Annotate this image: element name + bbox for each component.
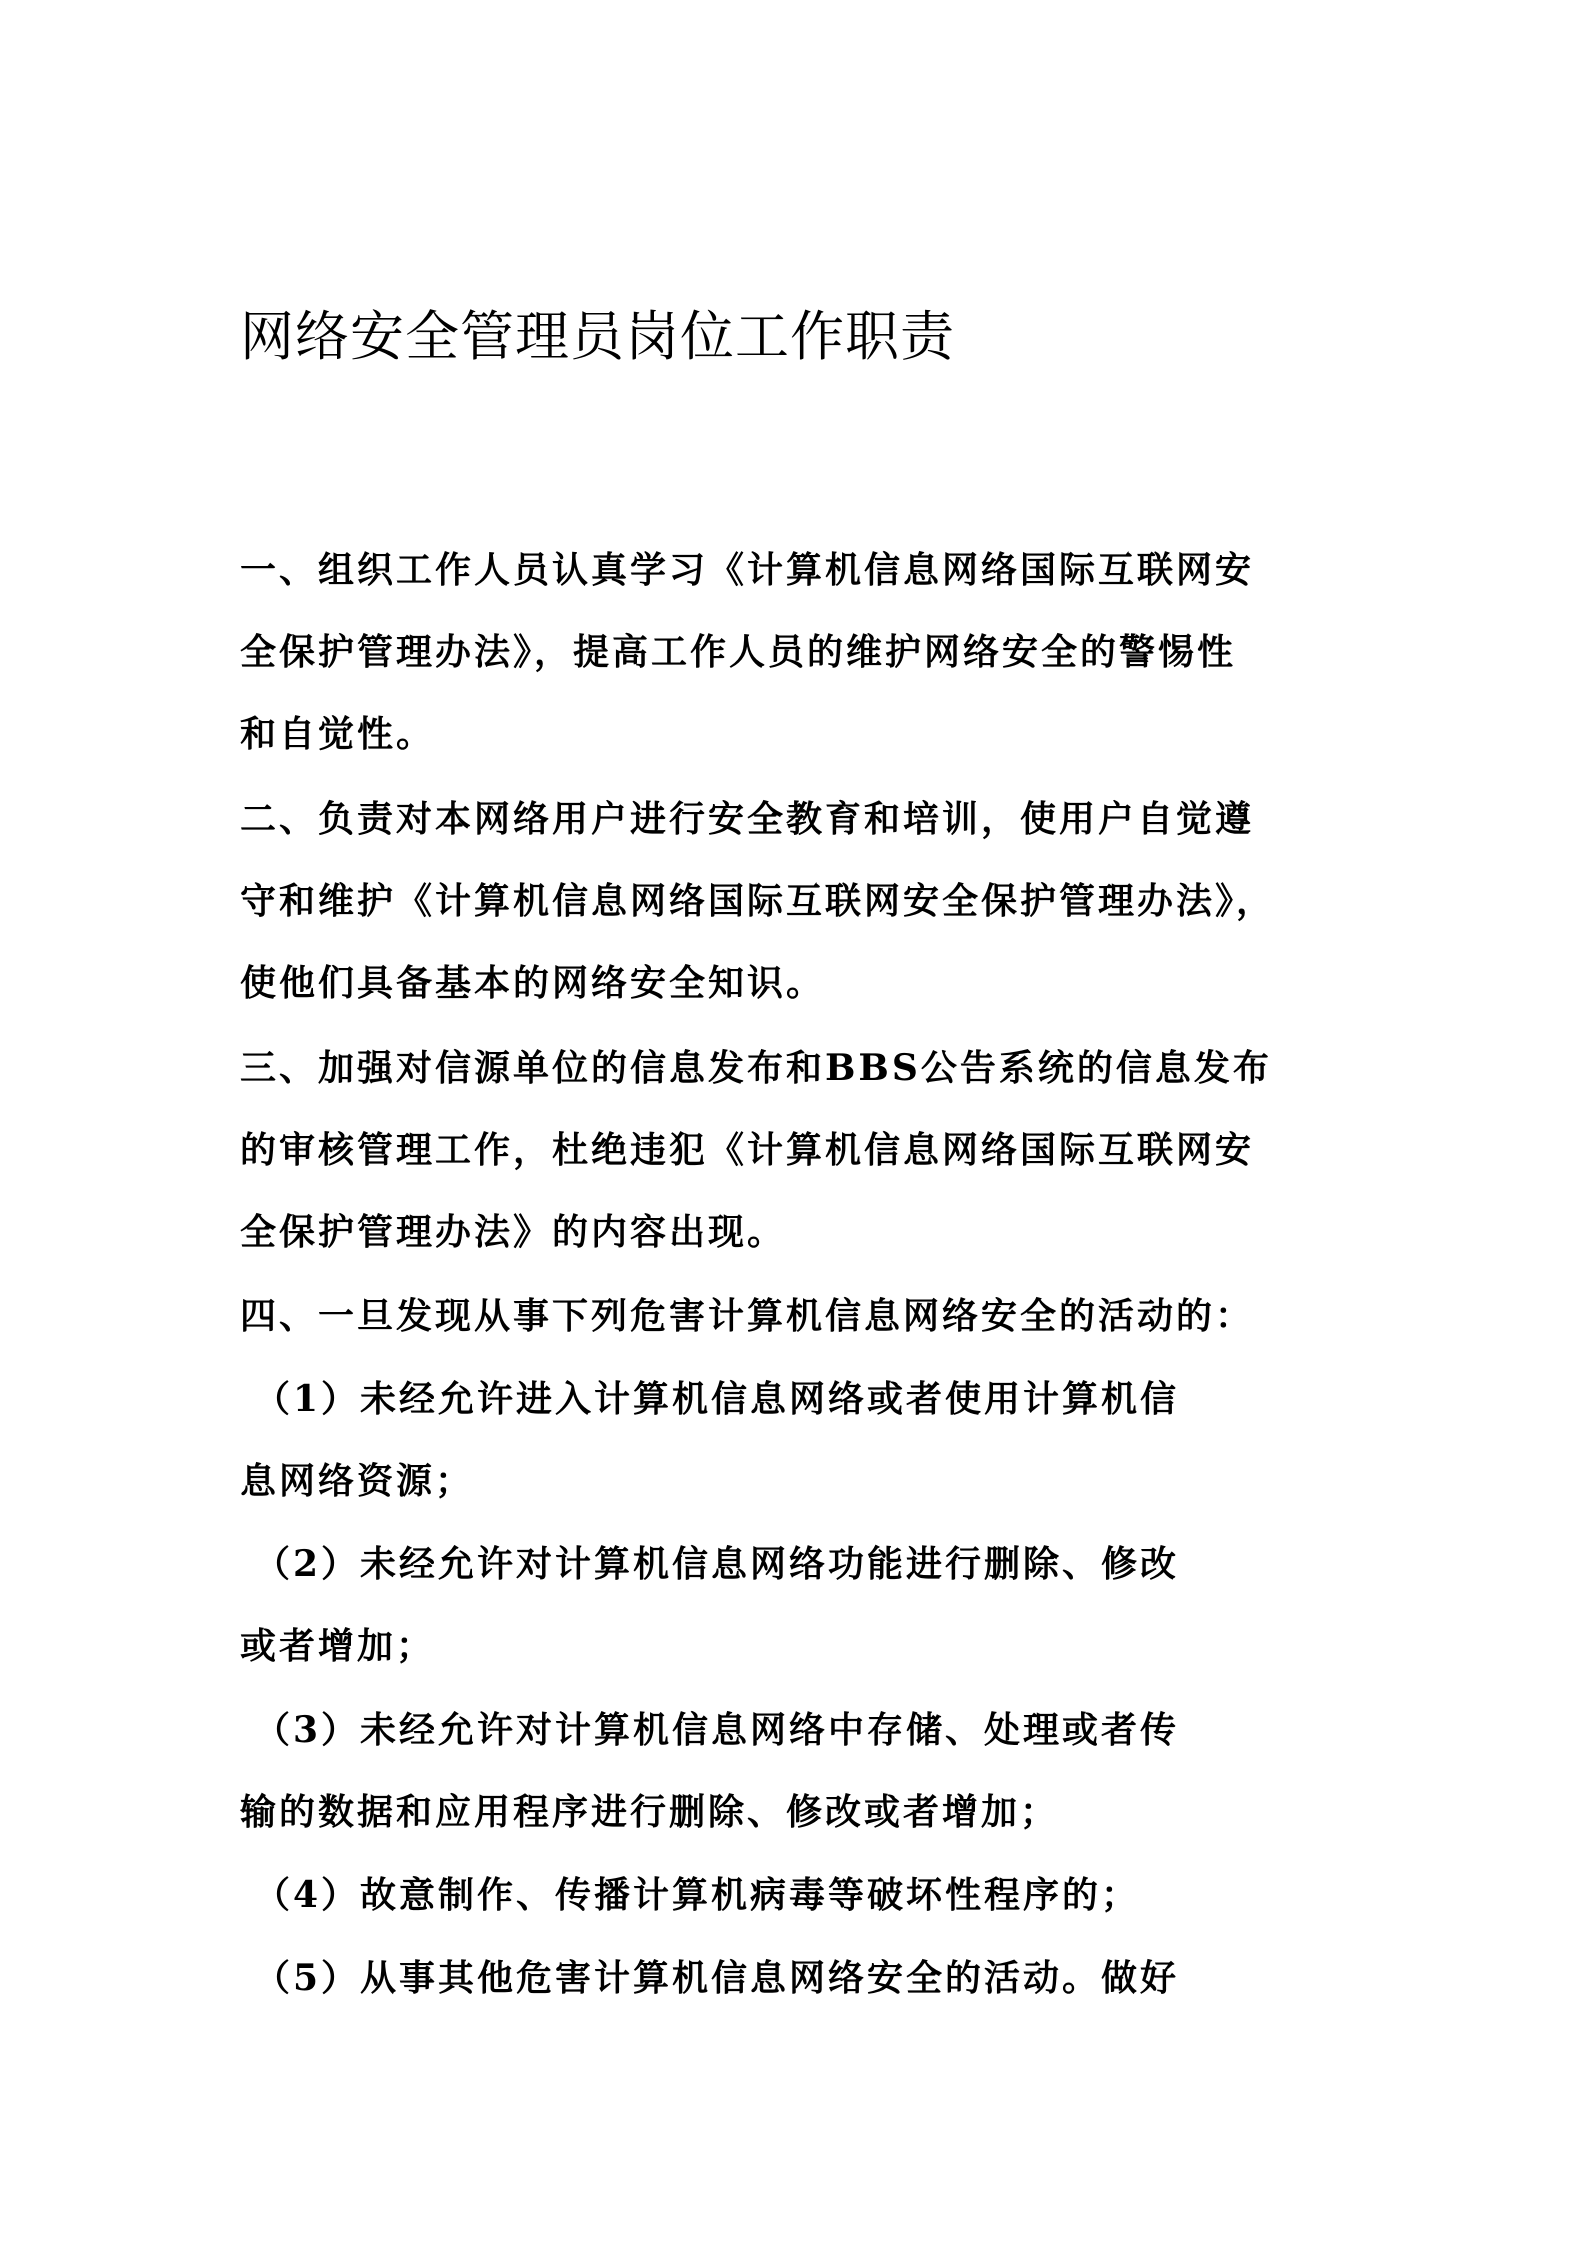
section-3-line-3: 全保护管理办法》的内容出现。 xyxy=(240,1211,787,1253)
section-1-line-3: 和自觉性。 xyxy=(240,713,436,755)
list-item-3-line-1: （3）未经允许对计算机信息网络中存储、处理或者传 xyxy=(254,1709,1180,1751)
section-2-line-3: 使他们具备基本的网络安全知识。 xyxy=(240,962,826,1004)
list-item-1-line-2: 息网络资源； xyxy=(240,1460,475,1502)
section-4-heading: 四、一旦发现从事下列危害计算机信息网络安全的活动的： xyxy=(240,1295,1255,1337)
list-item-2-line-2: 或者增加； xyxy=(240,1625,436,1667)
section-2-line-1: 二、负责对本网络用户进行安全教育和培训，使用户自觉遵 xyxy=(240,798,1255,840)
section-3-line-1: 三、加强对信源单位的信息发布和BBS公告系统的信息发布 xyxy=(240,1047,1272,1089)
list-item-2-line-1: （2）未经允许对计算机信息网络功能进行删除、修改 xyxy=(254,1543,1180,1585)
section-1-line-1: 一、组织工作人员认真学习《计算机信息网络国际互联网安 xyxy=(240,549,1255,591)
list-item-4-line-1: （4）故意制作、传播计算机病毒等破坏性程序的； xyxy=(254,1874,1141,1916)
list-item-5-line-1: （5）从事其他危害计算机信息网络安全的活动。做好 xyxy=(254,1957,1180,1999)
section-1-line-2: 全保护管理办法》，提高工作人员的维护网络安全的警惕性 xyxy=(240,631,1237,673)
section-3-line-2: 的审核管理工作，杜绝违犯《计算机信息网络国际互联网安 xyxy=(240,1129,1255,1171)
document-title: 网络安全管理员岗位工作职责 xyxy=(240,305,955,368)
list-item-1-line-1: （1）未经允许进入计算机信息网络或者使用计算机信 xyxy=(254,1378,1180,1420)
list-item-3-line-2: 输的数据和应用程序进行删除、修改或者增加； xyxy=(240,1791,1060,1833)
section-2-line-2: 守和维护《计算机信息网络国际互联网安全保护管理办法》， xyxy=(240,880,1276,922)
